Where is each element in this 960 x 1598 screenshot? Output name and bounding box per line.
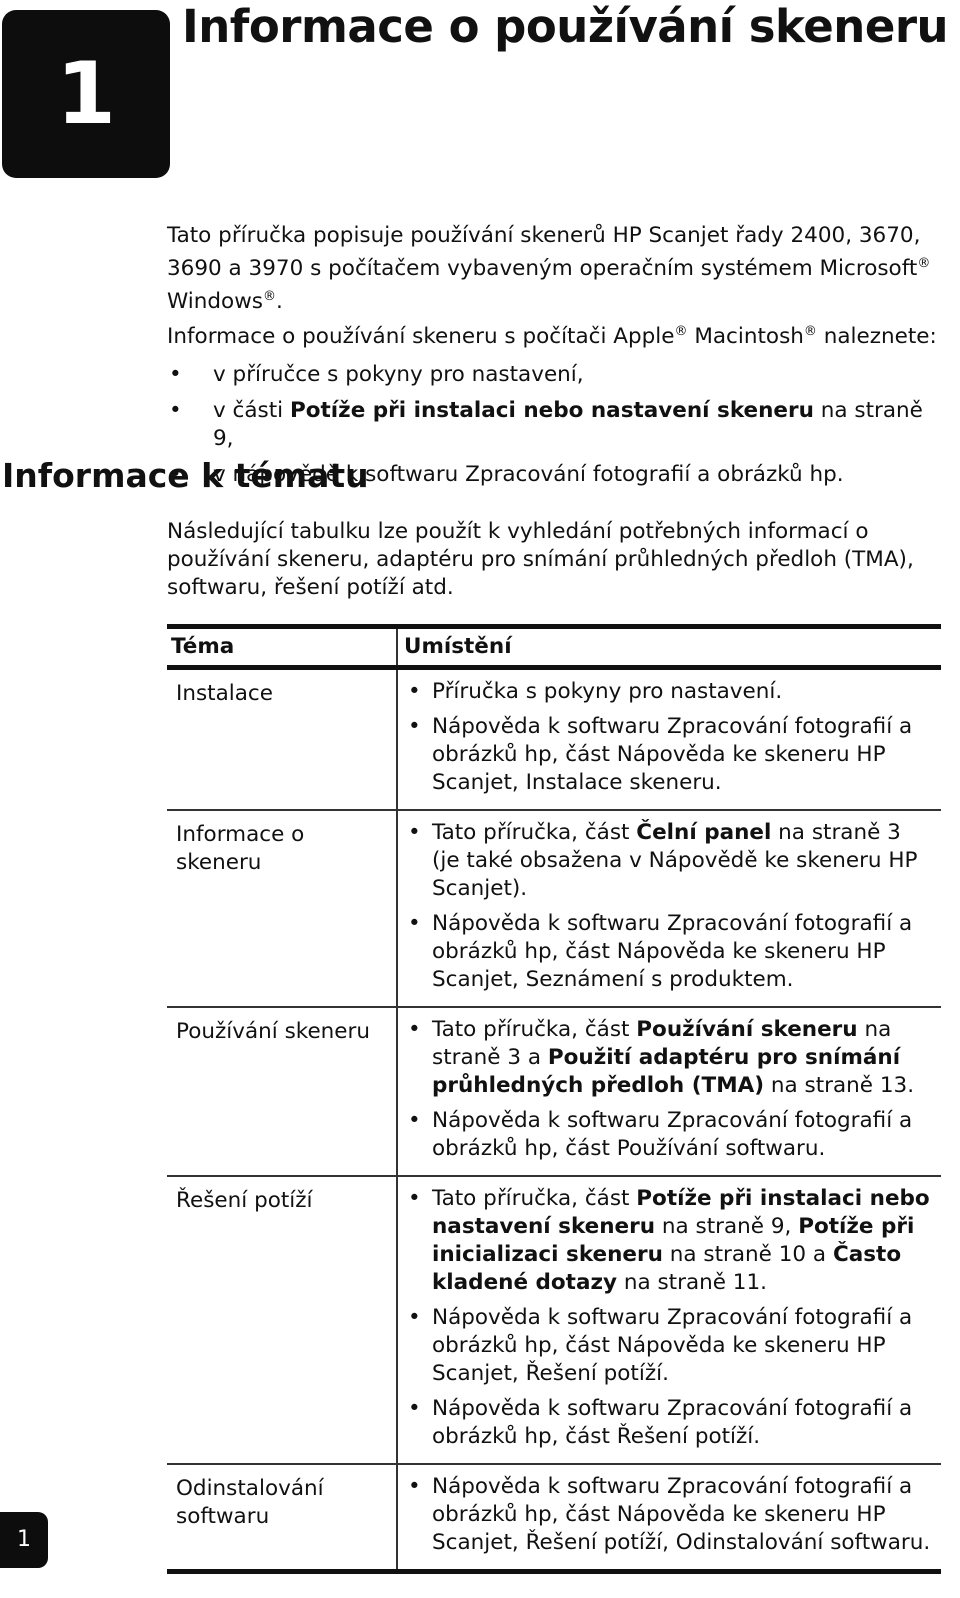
list-item: • Nápověda k softwaru Zpracování fotografií a obrázků hp, část Používání softwaru. — [406, 1107, 935, 1163]
registered-mark: ® — [803, 324, 817, 340]
table-intro-paragraph: Následující tabulku lze použít k vyhledání potřebných informací o používání skeneru, adaptéru pro snímání průhledných předloh (TMA), softwaru, řešení potíží atd. — [167, 519, 914, 600]
location-cell — [397, 1007, 941, 1176]
list-item: • Nápověda k softwaru Zpracování fotografií a obrázků hp, část Nápověda ke skeneru HP Scanjet, Řešení potíží, Odinstalování softwaru. — [406, 1473, 935, 1557]
location-cell — [397, 810, 941, 1007]
column-header-topic: Téma — [167, 627, 397, 668]
location-cell — [397, 1176, 941, 1464]
topic-cell: Používání skeneru — [167, 1007, 397, 1176]
location-cell — [397, 1464, 941, 1572]
chapter-number-badge: 1 — [2, 10, 170, 178]
column-header-location: Umístění — [397, 627, 941, 668]
page-number: 1 — [0, 1512, 48, 1568]
topic-cell: Instalace — [167, 668, 397, 811]
table-row — [167, 1176, 941, 1464]
location-cell — [397, 668, 941, 811]
intro-paragraph-2: Informace o používání skeneru s počítači Apple® Macintosh® naleznete: — [167, 324, 937, 350]
list-item: • v nápovědě k softwaru Zpracování fotografií a obrázků hp. — [167, 461, 947, 489]
table-header-row — [167, 627, 941, 668]
registered-mark: ® — [674, 324, 688, 340]
section-title: Informace k tématu — [2, 456, 369, 495]
chapter-title: Informace o používání skeneru — [182, 0, 949, 53]
intro-paragraph-1: Tato příručka popisuje používání skenerů HP Scanjet řady 2400, 3670, 3690 a 3970 s počítačem vybaveným operačním systémem Microsoft® Windows®. — [167, 223, 931, 315]
registered-mark: ® — [262, 289, 276, 305]
list-item: • Tato příručka, část Potíže při instalaci nebo nastavení skeneru na straně 9, Potíže při inicializaci skeneru na straně 10 a Často kladené dotazy na straně 11. — [406, 1185, 935, 1297]
topic-table — [167, 624, 941, 1574]
list-item: • Nápověda k softwaru Zpracování fotografií a obrázků hp, část Nápověda ke skeneru HP Scanjet, Instalace skeneru. — [406, 713, 935, 797]
topic-cell: Řešení potíží — [167, 1176, 397, 1464]
table-row — [167, 1464, 941, 1572]
topic-cell: Informace o skeneru — [167, 810, 397, 1007]
list-item: • Nápověda k softwaru Zpracování fotografií a obrázků hp, část Nápověda ke skeneru HP Scanjet, Seznámení s produktem. — [406, 910, 935, 994]
table-row — [167, 668, 941, 811]
list-item: • Nápověda k softwaru Zpracování fotografií a obrázků hp, část Nápověda ke skeneru HP Scanjet, Řešení potíží. — [406, 1304, 935, 1388]
topic-cell: Odinstalování softwaru — [167, 1464, 397, 1572]
list-item: • v příručce s pokyny pro nastavení, — [167, 361, 947, 389]
table-row — [167, 810, 941, 1007]
list-item: • Příručka s pokyny pro nastavení. — [406, 678, 935, 706]
list-item: • v části Potíže při instalaci nebo nastavení skeneru na straně 9, — [167, 397, 947, 453]
table-row — [167, 1007, 941, 1176]
list-item: • Tato příručka, část Používání skeneru na straně 3 a Použití adaptéru pro snímání průhledných předloh (TMA) na straně 13. — [406, 1016, 935, 1100]
registered-mark: ® — [917, 256, 931, 271]
list-item: • Tato příručka, část Čelní panel na straně 3 (je také obsažena v Nápovědě ke skeneru HP Scanjet). — [406, 819, 935, 903]
list-item: • Nápověda k softwaru Zpracování fotografií a obrázků hp, část Řešení potíží. — [406, 1395, 935, 1451]
